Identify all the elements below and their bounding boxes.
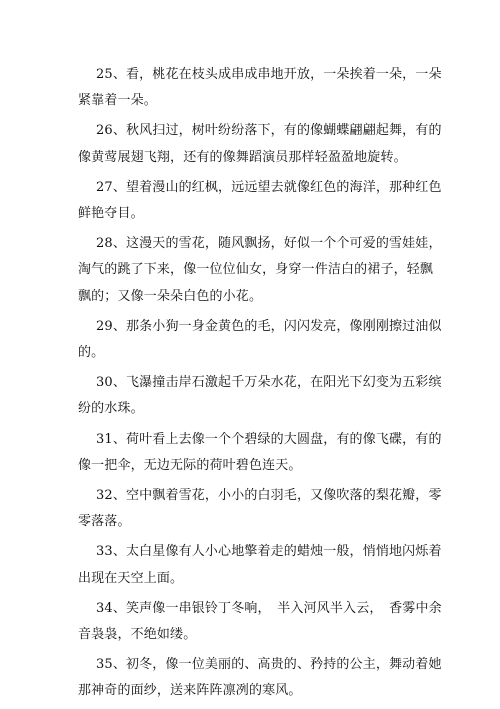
paragraph-number: 25、 bbox=[96, 67, 126, 82]
paragraph-26 bbox=[78, 118, 446, 170]
paragraph-text: 看，桃花在枝头成串成串地开放，一朵挨着一朵，一朵紧靠着一朵。 bbox=[78, 67, 442, 109]
paragraph-number: 32、 bbox=[96, 488, 126, 504]
paragraph-text: 飞瀑撞击岸石激起千万朵水花，在阳光下幻变为五彩缤纷的水珠。 bbox=[78, 375, 442, 417]
paragraph-text: 笑声像一串银铃丁冬响， 半入河风半入云， 香雾中余音袅袅，不绝如缕。 bbox=[78, 600, 442, 643]
paragraph-34 bbox=[78, 596, 446, 648]
paragraph-number: 26、 bbox=[96, 123, 126, 139]
paragraph-number: 30、 bbox=[96, 375, 126, 391]
paragraph-number: 35、 bbox=[96, 657, 126, 673]
paragraph-text: 初冬，像一位美丽的、高贵的、矜持的公主，舞动着她那神奇的面纱，送来阵阵凛冽的寒风。 bbox=[78, 657, 442, 699]
paragraph-32 bbox=[78, 483, 446, 535]
paragraph-27 bbox=[78, 175, 446, 227]
paragraph-28 bbox=[78, 231, 446, 310]
paragraph-number: 28、 bbox=[96, 236, 126, 252]
paragraph-number: 27、 bbox=[96, 179, 126, 195]
paragraph-text: 空中飘着雪花，小小的白羽毛，又像吹落的梨花瓣，零零落落。 bbox=[78, 488, 442, 530]
document-body bbox=[78, 62, 446, 709]
paragraph-35 bbox=[78, 652, 446, 704]
paragraph-text: 望着漫山的红枫，远远望去就像红色的海洋，那种红色鲜艳夺目。 bbox=[78, 179, 442, 222]
paragraph-number: 31、 bbox=[96, 431, 126, 447]
paragraph-25 bbox=[78, 62, 446, 114]
paragraph-number: 34、 bbox=[96, 600, 126, 616]
paragraph-29 bbox=[78, 314, 446, 366]
paragraph-text: 秋风扫过，树叶纷纷落下，有的像蝴蝶翩翩起舞，有的像黄莺展翅飞翔，还有的像舞蹈演员那样轻盈盈地旋转。 bbox=[78, 123, 442, 165]
paragraph-number: 29、 bbox=[96, 318, 126, 334]
paragraph-30 bbox=[78, 370, 446, 422]
paragraph-text: 这漫天的雪花，随风飘扬，好似一个个可爱的雪娃娃，淘气的跳了下来，像一位位仙女，身穿一件洁白的裙子，轻飘飘的；又像一朵朵白色的小花。 bbox=[78, 236, 442, 304]
paragraph-number: 33、 bbox=[96, 544, 126, 560]
paragraph-text: 太白星像有人小心地擎着走的蜡烛一般，悄悄地闪烁着出现在天空上面。 bbox=[78, 544, 442, 586]
paragraph-text: 荷叶看上去像一个个碧绿的大圆盘，有的像飞碟，有的像一把伞，无边无际的荷叶碧色连天。 bbox=[78, 431, 442, 473]
paragraph-31 bbox=[78, 427, 446, 479]
paragraph-text: 那条小狗一身金黄色的毛，闪闪发亮，像刚刚擦过油似的。 bbox=[78, 318, 442, 361]
paragraph-33 bbox=[78, 539, 446, 591]
